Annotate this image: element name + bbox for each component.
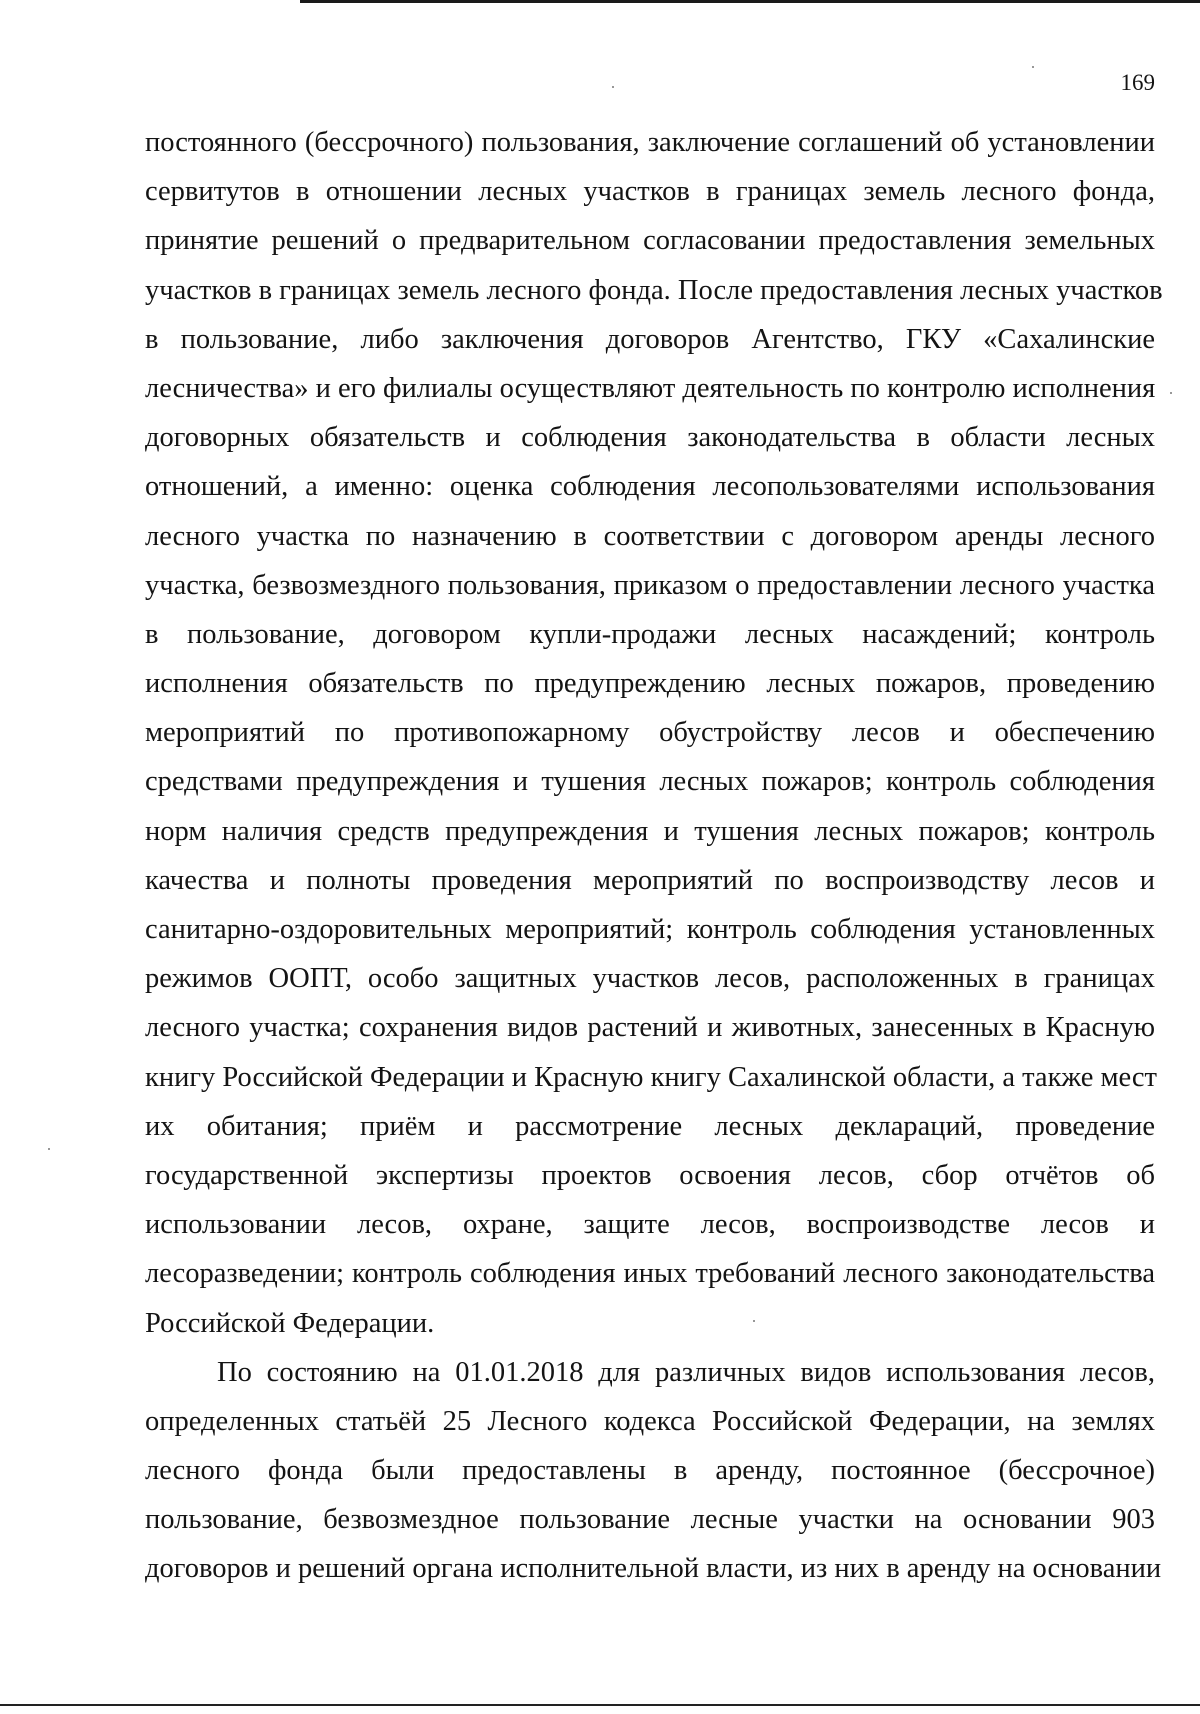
scan-speck bbox=[753, 1320, 755, 1322]
text-line: пользование, безвозмездное пользование лесные участки на основании 903 bbox=[145, 1504, 1155, 1536]
text-line: использовании лесов, охране, защите лесов, воспроизводстве лесов и bbox=[145, 1209, 1155, 1241]
text-line: Российской Федерации. bbox=[145, 1307, 435, 1339]
paragraph-2 bbox=[145, 1348, 1162, 1594]
text-line: принятие решений о предварительном согласовании предоставления земельных bbox=[145, 225, 1155, 257]
text-line: санитарно-оздоровительных мероприятий; контроль соблюдения установленных bbox=[145, 914, 1155, 945]
text-line: участков в границах земель лесного фонда. После предоставления лесных участков bbox=[145, 274, 1163, 306]
text-line: книгу Российской Федерации и Красную книгу Сахалинской области, а также мест bbox=[145, 1061, 1158, 1093]
scan-speck bbox=[1032, 66, 1034, 68]
scan-speck bbox=[48, 1148, 50, 1150]
text-line: в пользование, либо заключения договоров Агентство, ГКУ «Сахалинские bbox=[145, 323, 1155, 355]
text-line: в пользование, договором купли-продажи лесных насаждений; контроль bbox=[145, 618, 1155, 650]
text-line: их обитания; приём и рассмотрение лесных деклараций, проведение bbox=[145, 1110, 1155, 1142]
scan-top-border bbox=[300, 0, 1200, 3]
text-line: качества и полноты проведения мероприятий по воспроизводству лесов и bbox=[145, 864, 1155, 896]
text-line: сервитутов в отношении лесных участков в границах земель лесного фонда, bbox=[145, 176, 1155, 208]
text-line: отношений, а именно: оценка соблюдения лесопользователями использования bbox=[145, 471, 1155, 503]
text-line: постоянного (бессрочного) пользования, заключение соглашений об установлении bbox=[145, 127, 1155, 158]
document-body bbox=[145, 118, 1163, 1594]
text-line: лесного участка по назначению в соответствии с договором аренды лесного bbox=[145, 520, 1155, 552]
text-line: договоров и решений органа исполнительной власти, из них в аренду на основании bbox=[145, 1553, 1162, 1585]
scan-bottom-border bbox=[0, 1704, 1200, 1706]
text-line: исполнения обязательств по предупреждению лесных пожаров, проведению bbox=[145, 668, 1155, 700]
scan-speck bbox=[1170, 392, 1172, 394]
page-number: 169 bbox=[1120, 70, 1155, 95]
text-line: определенных статьёй 25 Лесного кодекса Российской Федерации, на землях bbox=[145, 1405, 1155, 1437]
text-line: средствами предупреждения и тушения лесных пожаров; контроль соблюдения bbox=[145, 766, 1155, 798]
text-line: лесного участка; сохранения видов растений и животных, занесенных в Красную bbox=[145, 1012, 1155, 1044]
text-line: мероприятий по противопожарному обустройству лесов и обеспечению bbox=[145, 717, 1155, 749]
text-line: государственной экспертизы проектов освоения лесов, сбор отчётов об bbox=[145, 1159, 1155, 1191]
text-line: режимов ООПТ, особо защитных участков лесов, расположенных в границах bbox=[145, 963, 1155, 995]
scan-speck bbox=[612, 86, 614, 88]
text-line: норм наличия средств предупреждения и тушения лесных пожаров; контроль bbox=[145, 815, 1155, 847]
text-line: участка, безвозмездного пользования, приказом о предоставлении лесного участка bbox=[145, 569, 1155, 601]
text-line: договорных обязательств и соблюдения законодательства в области лесных bbox=[145, 422, 1155, 454]
text-line: лесоразведении; контроль соблюдения иных требований лесного законодательства bbox=[145, 1258, 1155, 1290]
paragraph-1 bbox=[145, 118, 1163, 1348]
text-line: лесничества» и его филиалы осуществляют деятельность по контролю исполнения bbox=[145, 372, 1156, 404]
text-line: По состоянию на 01.01.2018 для различных видов использования лесов, bbox=[217, 1356, 1155, 1388]
text-line: лесного фонда были предоставлены в аренду, постоянное (бессрочное) bbox=[145, 1455, 1155, 1487]
